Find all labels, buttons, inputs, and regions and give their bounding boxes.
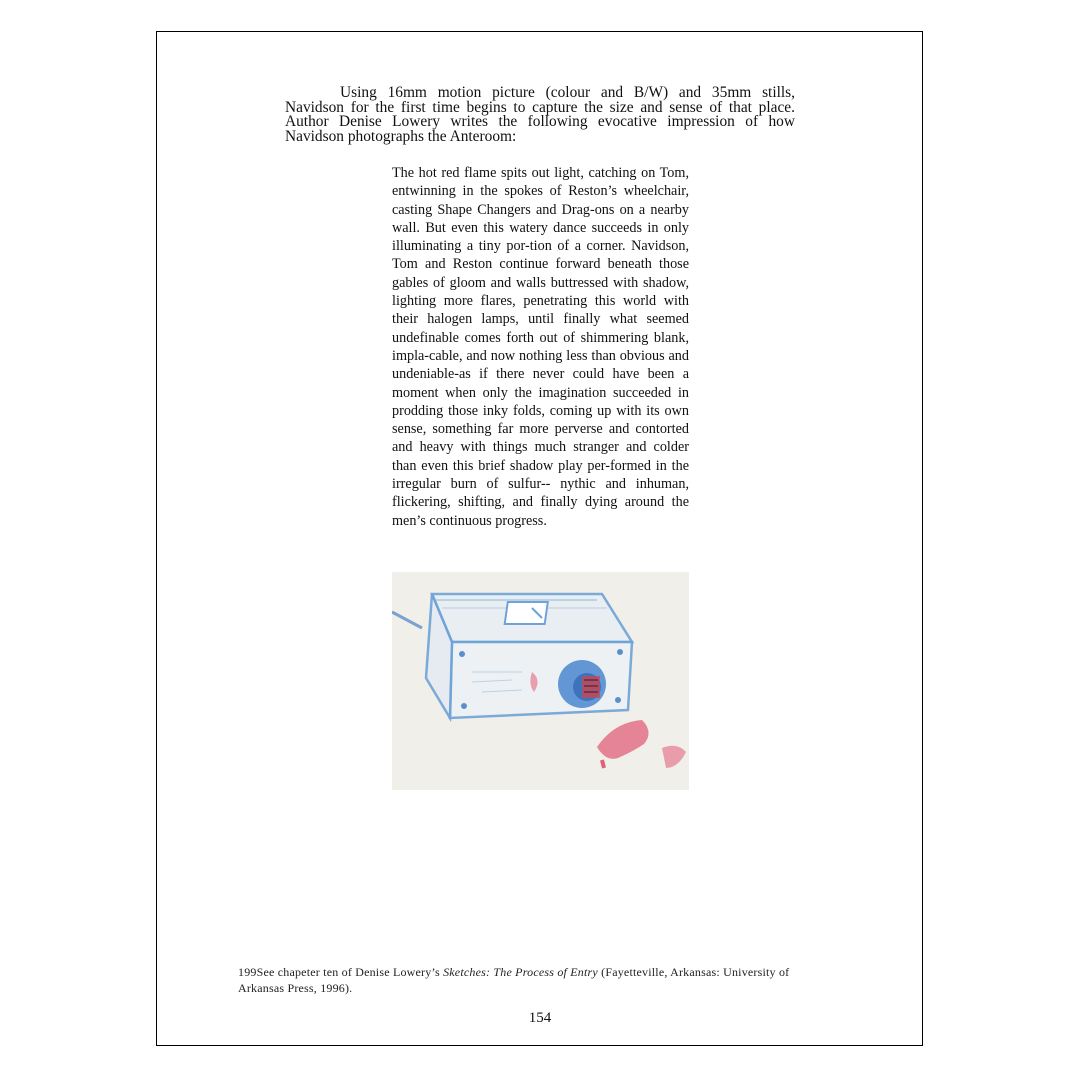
page-number: 154 xyxy=(528,1010,552,1026)
footnote-lead: 199See chapeter ten of Denise Lowery’s xyxy=(238,965,444,979)
intro-paragraph: Using 16mm motion picture (colour and B/W) and 35mm stills, Navidson for the first time begins to capture the size and sense of that place. Author Denise Lowery writes the following evocative impression of how Navidson photographs the Anteroom: xyxy=(285,84,795,145)
footnote xyxy=(238,964,838,996)
projector-sketch-icon xyxy=(392,572,689,790)
block-quote: The hot red flame spits out light, catching on Tom, entwinning in the spokes of Reston’s wheelchair, casting Shape Changers and Drag-ons on a nearby wall. But even this watery dance succeeds in only illuminating a tiny por-tion of a corner. Navidson, Tom and Reston continue forward beneath those gables of gloom and walls buttressed with shadow, lighting more flares, penetrating this world with their halogen lamps, until finally what seemed undefinable comes forth out of shimmering blank, impla-cable, and now nothing less than obvious and undeniable-as if there never could have been a moment when only the imagination succeeded in prodding those inky folds, coming up with its own sense, something far more perverse and contorted and heavy with things much stranger and colder than even this brief shadow play per-formed in the irregular burn of sulfur-- nythic and inhuman, flickering, shifting, and finally dying around the men’s continuous progress. xyxy=(392,165,689,529)
footnote-book-title: Sketches: The Process of Entry xyxy=(443,965,598,979)
sketch-drawing xyxy=(392,572,689,790)
footnote-tail: (Fayetteville, Arkansas: University of Arkansas Press, 1996). xyxy=(238,965,790,995)
